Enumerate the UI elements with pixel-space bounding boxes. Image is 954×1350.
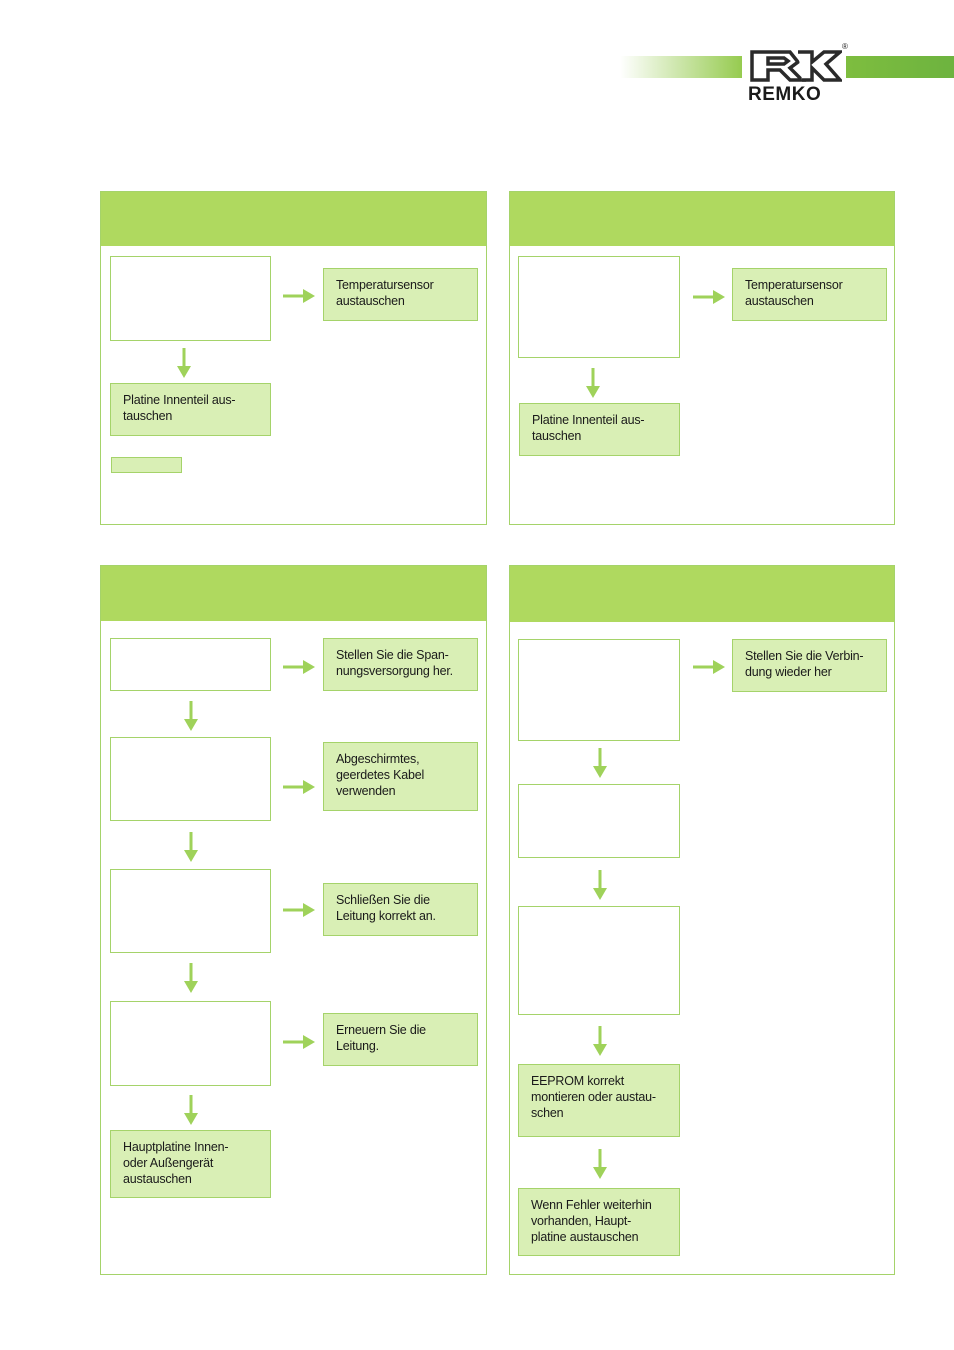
arrow-right-icon	[281, 1035, 317, 1049]
action-box: Platine Innenteil aus- tauschen	[519, 403, 680, 456]
arrow-down-icon	[586, 366, 600, 400]
check-box	[518, 784, 680, 858]
action-box: Stellen Sie die Verbin- dung wieder her	[732, 639, 887, 692]
arrow-down-icon	[184, 830, 198, 864]
arrow-right-icon	[281, 660, 317, 674]
arrow-right-icon	[691, 660, 727, 674]
panel-bottom-right	[509, 565, 895, 1275]
action-box: Erneuern Sie die Leitung.	[323, 1013, 478, 1066]
arrow-down-icon	[184, 961, 198, 995]
arrow-down-icon	[184, 699, 198, 733]
check-box	[110, 869, 271, 953]
check-box	[110, 256, 271, 341]
panel-header	[101, 566, 486, 621]
panel-top-left	[100, 191, 487, 525]
check-box	[110, 1001, 271, 1086]
action-box: Temperatursensor austauschen	[323, 268, 478, 321]
check-box	[110, 638, 271, 691]
check-box	[110, 737, 271, 821]
arrow-right-icon	[281, 780, 317, 794]
panel-bottom-left	[100, 565, 487, 1275]
panel-top-right	[509, 191, 895, 525]
arrow-down-icon	[593, 1024, 607, 1058]
arrow-right-icon	[281, 289, 317, 303]
arrow-down-icon	[593, 868, 607, 902]
panel-header	[510, 566, 894, 622]
action-box: Schließen Sie die Leitung korrekt an.	[323, 883, 478, 936]
check-box	[518, 639, 680, 741]
arrow-down-icon	[593, 1147, 607, 1181]
remko-logo	[742, 44, 846, 108]
arrow-right-icon	[281, 903, 317, 917]
check-box	[518, 256, 680, 358]
panel-header	[101, 192, 486, 246]
arrow-down-icon	[177, 346, 191, 380]
action-box: EEPROM korrekt montieren oder austau- schen	[518, 1064, 680, 1137]
action-box: Stellen Sie die Span- nungsversorgung her.	[323, 638, 478, 691]
arrow-down-icon	[184, 1093, 198, 1127]
registered-mark: ®	[842, 42, 848, 51]
logo-text: REMKO	[748, 84, 822, 105]
action-box: Platine Innenteil aus- tauschen	[110, 383, 271, 436]
action-box: Wenn Fehler weiterhin vorhanden, Haupt- platine austauschen	[518, 1188, 680, 1256]
check-box	[518, 906, 680, 1015]
arrow-down-icon	[593, 746, 607, 780]
arrow-right-icon	[691, 290, 727, 304]
action-box: Temperatursensor austauschen	[732, 268, 887, 321]
remko-logo-mark	[746, 48, 842, 84]
action-box: Abgeschirmtes, geerdetes Kabel verwenden	[323, 742, 478, 811]
action-box: Hauptplatine Innen- oder Außengerät austauschen	[110, 1130, 271, 1198]
panel-header	[510, 192, 894, 246]
legend-swatch	[111, 457, 182, 473]
